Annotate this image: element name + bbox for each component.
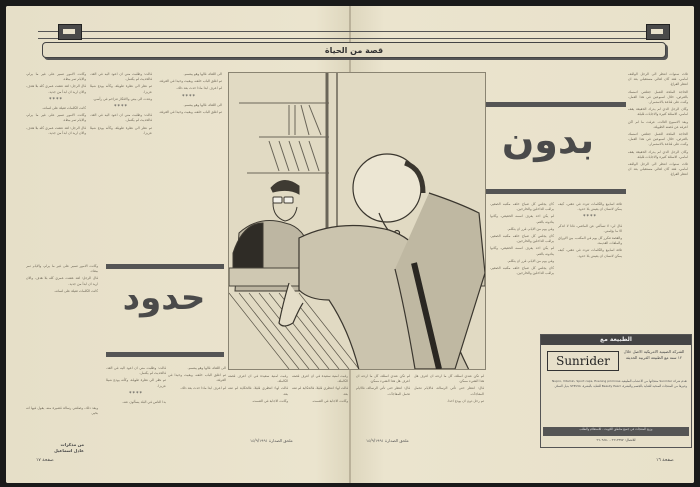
paragraph: لم يكن احد يعرف اسمه الحقيقي، وكانوا ينادونه بالعم. — [490, 214, 554, 224]
sunrider-advertisement — [540, 334, 692, 448]
headline-word-limits: حدود — [122, 278, 206, 318]
column-left-bottom-3 — [168, 366, 226, 432]
masthead-logo-icon — [58, 24, 82, 40]
column-left-bottom — [26, 406, 98, 426]
headline-rule — [106, 352, 224, 357]
column-left-2 — [90, 72, 152, 262]
paragraph: ثم اغلق الباب خلفه، وبقيت وحيدا في الغرفة. — [158, 110, 222, 115]
section-divider: **** — [583, 214, 597, 221]
section-title-band — [42, 42, 666, 58]
paragraph: وبعد الاسبوع الثالث، عرفت ما لم اكن اعرفه عن قصته الطويلة. — [628, 119, 688, 129]
paragraph: قال الرجل: لقد عشت عمري كله بلا هدف، والان اريد ان ابدأ من جديد. — [26, 125, 86, 135]
headline-rule — [486, 102, 626, 107]
ad-contact: للاتصال: ٢٦١٢٣٧٧ - ٢٦٠٩٤٥٠ — [596, 438, 636, 442]
column-center-bottom-4 — [228, 374, 288, 434]
column-left-lower — [26, 264, 98, 404]
paragraph: ثم نظر الي نظرة طويلة، وكأنه يودع شيئا عزيزا. — [90, 84, 152, 94]
byline-author: عادل اسماعيل — [54, 448, 84, 453]
paragraph: قال الرجل: لقد عشت عمري كله بلا هدف، والان اريد ان ابدأ من جديد. — [26, 276, 98, 286]
paragraph: وكان الرجل الذي لم يدرك الحقيقة يقف امامي، الاسئلة كثيرة والاجابات قليلة. — [628, 107, 688, 117]
paragraph: لم اعرف ابدا ماذا حدث بعد ذلك. — [180, 385, 226, 390]
headline-word-without: بدون — [501, 118, 595, 162]
headline-rule — [106, 264, 224, 269]
paragraph: قال: انتظر حتى تأتي الرسالة، فالايام تحمل المفاجآت. — [356, 386, 410, 396]
paragraph: قالت: وطلبت مني ان اعود اليه في الغد، فالحديث لم يكتمل. — [90, 72, 152, 82]
column-right-2 — [558, 202, 622, 330]
paragraph: كانت الكلمات ثقيلة على لسانه. — [42, 106, 86, 111]
paragraph: والقصة تتكرر كل يوم في المكتب، بين الاوراق والملفات القديمة. — [558, 236, 622, 246]
paragraph: لم اعرف ابدا ماذا حدث بعد ذلك. — [176, 86, 222, 91]
paragraph: الحاجة الملحة للعمل جعلتني اتمسك بالفرص، خلال اسبوعين في هذا العمل، وكنت على قناعة بالاستمرار. — [628, 89, 688, 105]
paragraph: لم تكن عندي اسئلة، كل ما اردته ان اعرف هل هذا الشيء ممكن. — [414, 374, 484, 384]
paragraph: ثم نظر الي نظرة طويلة، وكأنه يودع شيئا عزيزا. — [106, 378, 166, 388]
section-title: قصة من الحياة — [324, 45, 384, 55]
paragraph: وكانت الاجابة في الصمت. — [251, 398, 288, 403]
paragraph: ثلاث سنوات انتظر الى الرجل الواقف امامي، فقد كان لقائي مستقبلي بعد ان انتظر الفراغ. — [628, 162, 688, 177]
footer-date-right: ملحق الصدارة ١٤/٩/١٩٩١ — [366, 438, 409, 443]
paragraph: وكانت الامور تسير على غير ما يرام، والايام تمر ببطء. — [26, 113, 86, 123]
paragraph: رغبت امنية سعيدة في ان اعرف قصته الكاملة. — [228, 374, 288, 384]
paragraph: لم تكن عندي اسئلة، كل ما اردته ان اعرف هل هذا الشيء ممكن. — [356, 374, 410, 384]
paragraph: الحاجة الملحة للعمل جعلتني اتمسك بالفرص، خلال اسبوعين في هذا العمل، وكنت على قناعة بالاستمرار. — [628, 132, 688, 147]
paragraph: الى اللقاء، قالها وهو يبتسم. — [183, 72, 222, 76]
page-number-right: صفحة ١٦ — [656, 458, 674, 463]
ad-subtitle: الشركة الصينية الامريكية الاصل خلال ١٢ سنة مع الطبيعة الغربية الحديثة — [623, 349, 685, 360]
section-divider: **** — [182, 93, 196, 100]
paragraph: ثلاثة اسابيع والكلمات تتردد في ذهني، كيف يمكن لانسان ان يعيش بلا حدود. — [558, 248, 622, 258]
byline-prefix: من مذكرات — [60, 442, 84, 447]
paragraph: ثلاثة اسابيع والكلمات تتردد في ذهني، كيف يمكن لانسان ان يعيش بلا حدود. — [558, 202, 622, 212]
paragraph: ثلاث سنوات انتظر الى الرجل الواقف امامي، فقد كان لقائي مستقبلي بعد ان انتظر الفراغ. — [628, 72, 688, 87]
paragraph: ثم رحل دون ان يودع احدا. — [446, 398, 484, 403]
paragraph: وكان الرجل الذي لم يدرك الحقيقة يقف امامي، الاسئلة كثيرة والاجابات قليلة. — [628, 149, 688, 159]
paragraph: لم يكن احد يعرف اسمه الحقيقي، وكانوا ينادونه بالعم. — [490, 246, 554, 256]
paragraph: كان يجلس كل صباح خلف مكتبه الصغير، يراقب الداخلين والخارجين. — [490, 266, 554, 276]
column-right-1 — [628, 72, 688, 326]
paragraph: قالت: وطلبت مني ان اعود اليه في الغد، فالحديث لم يكتمل. — [106, 366, 166, 376]
ad-footer-note: وزيع المنتجات في جميع مناطق الكويت - للاستعلام والطلب — [543, 427, 689, 436]
masthead-logo-icon — [646, 24, 670, 40]
ad-brand-logo: Sunrider — [547, 351, 619, 371]
paragraph: وفي يوم من الايام، قرر ان يتكلم. — [507, 258, 554, 263]
footer-date-left: ملحق الصدارة ١٤/٩/١٩٩١ — [250, 438, 293, 443]
story-illustration — [228, 72, 486, 370]
section-divider: **** — [49, 96, 63, 103]
paragraph: كان يجلس كل صباح خلف مكتبه الصغير، يراقب الداخلين والخارجين. — [490, 234, 554, 244]
paragraph: بدا الناس في البلد يسألون عنه. — [122, 400, 166, 405]
paragraph: قال: انتظر حتى تأتي الرسالة، فالايام تحمل المفاجآت. — [414, 386, 484, 396]
newspaper-spread — [6, 6, 694, 483]
paragraph: وبعد ذلك، وصلتني رسالة قصيرة منه، يقول فيها انه بخير. — [26, 406, 98, 416]
paragraph: وكانت الاجابة في الصمت. — [311, 398, 348, 403]
paragraph: قال لي: لا تسألني عن الماضي، فانا لا اتذكر الا ما يؤلمني. — [558, 223, 622, 233]
column-left-1 — [26, 72, 86, 272]
paragraph: الى اللقاء، قالها وهو يبتسم. — [183, 102, 222, 107]
paragraph: قال الرجل: لقد عشت عمري كله بلا هدف، والان اريد ان ابدأ من جديد. — [26, 84, 86, 94]
sketch-illustration-icon — [229, 73, 485, 369]
column-center-bottom-2 — [356, 374, 410, 434]
section-divider: **** — [129, 390, 143, 397]
paragraph: وفي يوم من الايام، قرر ان يتكلم. — [507, 226, 554, 231]
paragraph: ثم اغلق الباب خلفه، وبقيت وحيدا في الغرفة. — [168, 373, 226, 383]
page-number-left: صفحة ١٧ — [36, 458, 54, 463]
paragraph: وكانت الامور تسير على غير ما يرام، والايام تمر ببطء. — [26, 264, 98, 274]
paragraph: رغبت امنية سعيدة في ان اعرف قصته الكاملة. — [292, 374, 348, 384]
ad-body-text: تقدم شركة Sunrider منتجاتها من الاعشاب الطبيعية Nupro, Vitamin, Sport caps, Evening primrose وغيرها من المنتجات الصحية للعناية بالجسم والبشرة، Beauty Pearl للعناية بالبشرة، STEVIA بديل السكر. — [551, 379, 687, 388]
paragraph: ثم نظر الي نظرة طويلة، وكأنه يودع شيئا عزيزا. — [90, 125, 152, 135]
headline-rule — [486, 189, 626, 194]
paragraph: قالت لها: انتظري قليلا، فالحكاية لم تنته بعد. — [292, 386, 348, 396]
paragraph: كان يجلس كل صباح خلف مكتبه الصغير، يراقب الداخلين والخارجين. — [490, 202, 554, 212]
paragraph: وكانت الامور تسير على غير ما يرام، والايام تمر ببطء. — [26, 72, 86, 82]
section-divider: **** — [114, 104, 128, 111]
paragraph: ثم اغلق الباب خلفه، وبقيت وحيدا في الغرفة. — [158, 79, 222, 84]
paragraph: قالت لها: انتظري قليلا، فالحكاية لم تنته بعد. — [228, 386, 288, 396]
paragraph: قالت: وطلبت مني ان اعود اليه في الغد، فالحديث لم يكتمل. — [90, 113, 152, 123]
column-left-3 — [156, 72, 222, 262]
paragraph: الى اللقاء، قالها وهو يبتسم. — [187, 366, 226, 370]
column-center-bottom-3 — [292, 374, 348, 434]
column-left-bottom-2 — [106, 366, 166, 436]
top-rule — [38, 31, 666, 39]
paragraph: وعدت الى بيتي والافكار تتزاحم في رأسي. — [92, 96, 152, 101]
paragraph: كانت الكلمات ثقيلة على لسانه. — [54, 288, 98, 293]
byline — [34, 442, 84, 454]
ad-header: الطبيعة مع — [541, 335, 691, 345]
column-center-bottom-1 — [414, 374, 484, 434]
